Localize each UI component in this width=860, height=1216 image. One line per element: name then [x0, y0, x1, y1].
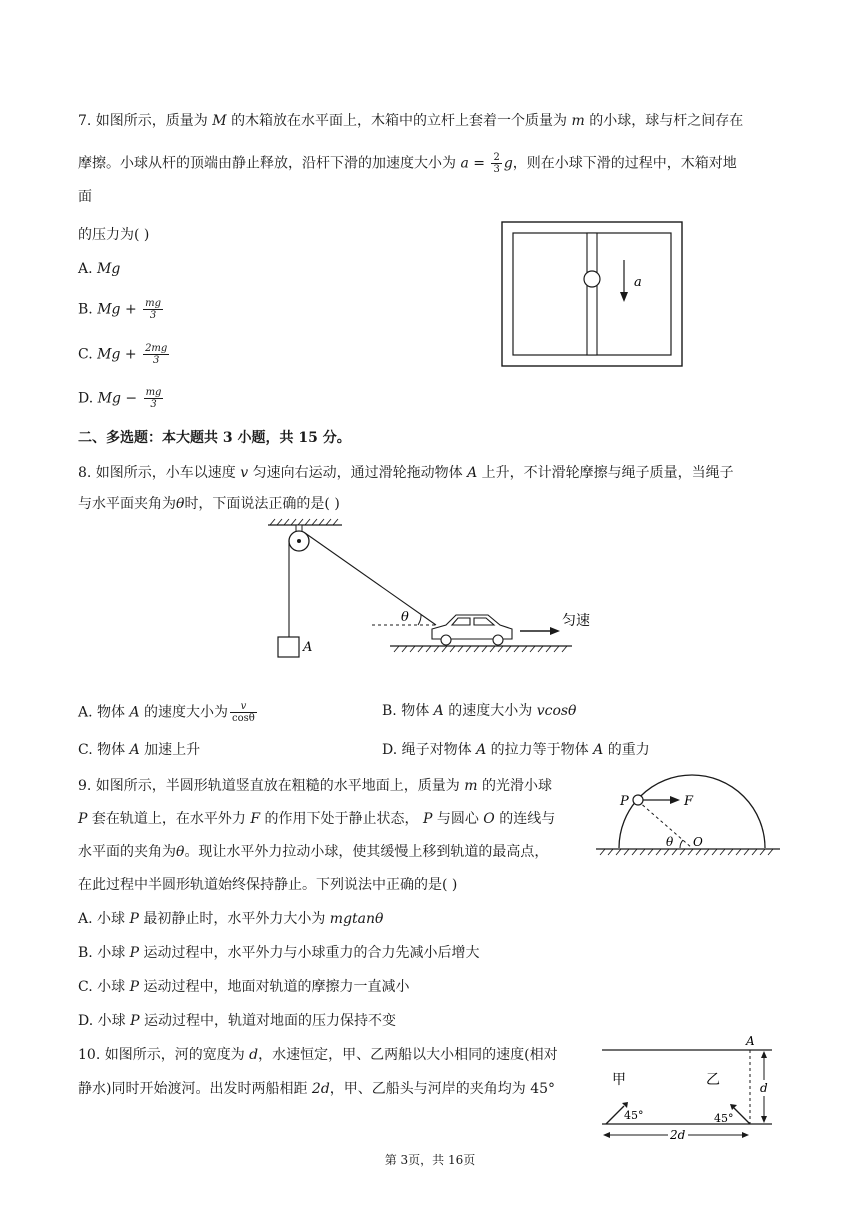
label-yi: 乙 — [706, 1072, 720, 1088]
arrow-down-icon — [761, 1116, 767, 1123]
label-A: A — [303, 640, 313, 655]
q9-line2: P 套在轨道上，在水平外力 F 的作用下处于静止状态， P 与圆心 O 的连线与 — [78, 811, 556, 827]
q9-option-c: C. 小球 P 运动过程中，地面对轨道的摩擦力一直减小 — [78, 979, 410, 995]
q9-line3: 水平面的夹角为θ。现让水平外力拉动小球，使其缓慢上移到轨道的最高点， — [78, 844, 549, 860]
arrow-left-icon — [603, 1132, 610, 1138]
fraction: $\frac{2}{3}$ — [493, 152, 500, 175]
q9-option-d: D. 小球 P 运动过程中，轨道对地面的压力保持不变 — [78, 1013, 396, 1029]
label-theta: θ — [401, 610, 409, 625]
label-uniform: 匀速 — [562, 613, 590, 629]
fraction: $\frac{mg}{3}$ — [145, 387, 162, 410]
label-45-jia: 45° — [624, 1109, 644, 1122]
rope-slanted — [305, 533, 436, 625]
label-P: P — [620, 794, 629, 809]
q9-option-b: B. 小球 P 运动过程中，水平外力与小球重力的合力先减小后增大 — [78, 945, 480, 961]
q9-line1: 9. 如图所示，半圆形轨道竖直放在粗糙的水平地面上，质量为 m 的光滑小球 — [78, 778, 552, 794]
arrow-up-icon — [761, 1051, 767, 1058]
angle-arc — [680, 840, 683, 848]
q7-option-c: C. Mg + $\frac{2mg}{3}$ — [78, 343, 168, 366]
pulley-hub — [297, 539, 301, 543]
rod — [587, 233, 597, 355]
arrow-right-icon — [550, 627, 560, 635]
q7-option-d: D. Mg − $\frac{mg}{3}$ — [78, 387, 162, 410]
label-theta: θ — [666, 835, 674, 849]
q9-option-a: A. 小球 P 最初静止时，水平外力大小为 mgtanθ — [78, 911, 384, 927]
label-O: O — [693, 835, 703, 849]
q7-option-a: A. Mg — [78, 261, 121, 277]
arrow-head-icon — [620, 292, 628, 302]
q7-line3: 面 — [78, 189, 92, 205]
q10-figure-river — [598, 1034, 788, 1144]
label-2d: 2d — [670, 1128, 686, 1142]
fraction: $\frac{mg}{3}$ — [145, 298, 162, 321]
fraction: $\frac{v}{\cos\theta}$ — [232, 701, 255, 724]
q7-line1: 7. 如图所示，质量为 M 的木箱放在水平面上，木箱中的立杆上套着一个质量为 m 的小球，球与杆之间存在 — [78, 113, 744, 129]
q10-line2: 静水)同时开始渡河。出发时两船相距 2d，甲、乙船头与河岸的夹角均为 45° — [78, 1081, 556, 1097]
label-A: A — [746, 1034, 755, 1048]
q9-figure-semicircle — [592, 772, 784, 864]
q7-figure-box — [500, 220, 686, 370]
ball — [584, 271, 600, 287]
angle-arc — [418, 614, 421, 625]
arrow-right-icon — [742, 1132, 749, 1138]
q8-option-d: D. 绳子对物体 A 的拉力等于物体 A 的重力 — [382, 742, 650, 758]
boat-jia-arrow — [606, 1106, 624, 1124]
q8-option-c: C. 物体 A 加速上升 — [78, 742, 201, 758]
ground-hatch — [394, 646, 567, 652]
ground-hatch — [600, 849, 773, 855]
fraction: $\frac{2mg}{3}$ — [145, 343, 168, 366]
q10-line1: 10. 如图所示，河的宽度为 d，水速恒定，甲、乙两船以大小相同的速度(相对 — [78, 1047, 558, 1063]
label-45-yi: 45° — [714, 1112, 734, 1125]
q9-line4: 在此过程中半圆形轨道始终保持静止。下列说法中正确的是( ) — [78, 877, 458, 893]
label-F: F — [684, 794, 694, 809]
q7-line4: 的压力为( ) — [78, 227, 150, 243]
q8-option-b: B. 物体 A 的速度大小为 vcosθ — [382, 703, 577, 719]
label-d: d — [760, 1081, 768, 1095]
section-heading: 二、多选题：本大题共 3 小题，共 15 分。 — [78, 430, 351, 446]
q7-option-b: B. Mg + $\frac{mg}{3}$ — [78, 298, 162, 321]
boat-yi-arrow — [734, 1108, 750, 1124]
q8-figure-pulley-car — [260, 515, 610, 665]
block-A — [278, 637, 299, 657]
page-footer: 第 3页，共 16页 — [384, 1153, 476, 1167]
label-jia: 甲 — [612, 1072, 626, 1088]
label-a: a — [634, 275, 642, 290]
q8-line1: 8. 如图所示，小车以速度 v 匀速向右运动，通过滑轮拖动物体 A 上升，不计滑轮摩擦与绳子质量，当绳子 — [78, 465, 734, 481]
ceiling-hatch — [270, 519, 338, 525]
q8-line2: 与水平面夹角为θ时，下面说法正确的是( ) — [78, 496, 340, 512]
q8-option-a: A. 物体 A 的速度大小为 $\frac{v}{\cos\theta}$ — [78, 701, 255, 724]
arrow-right-icon — [670, 796, 680, 804]
semicircle-track — [619, 775, 765, 848]
ball-P — [633, 795, 643, 805]
car-icon — [432, 615, 512, 645]
q7-line2: 摩擦。小球从杆的顶端由静止释放，沿杆下滑的加速度大小为 a = $\frac{2}{3}$ g，则在小球下滑的过程中，木箱对地 — [78, 152, 737, 175]
